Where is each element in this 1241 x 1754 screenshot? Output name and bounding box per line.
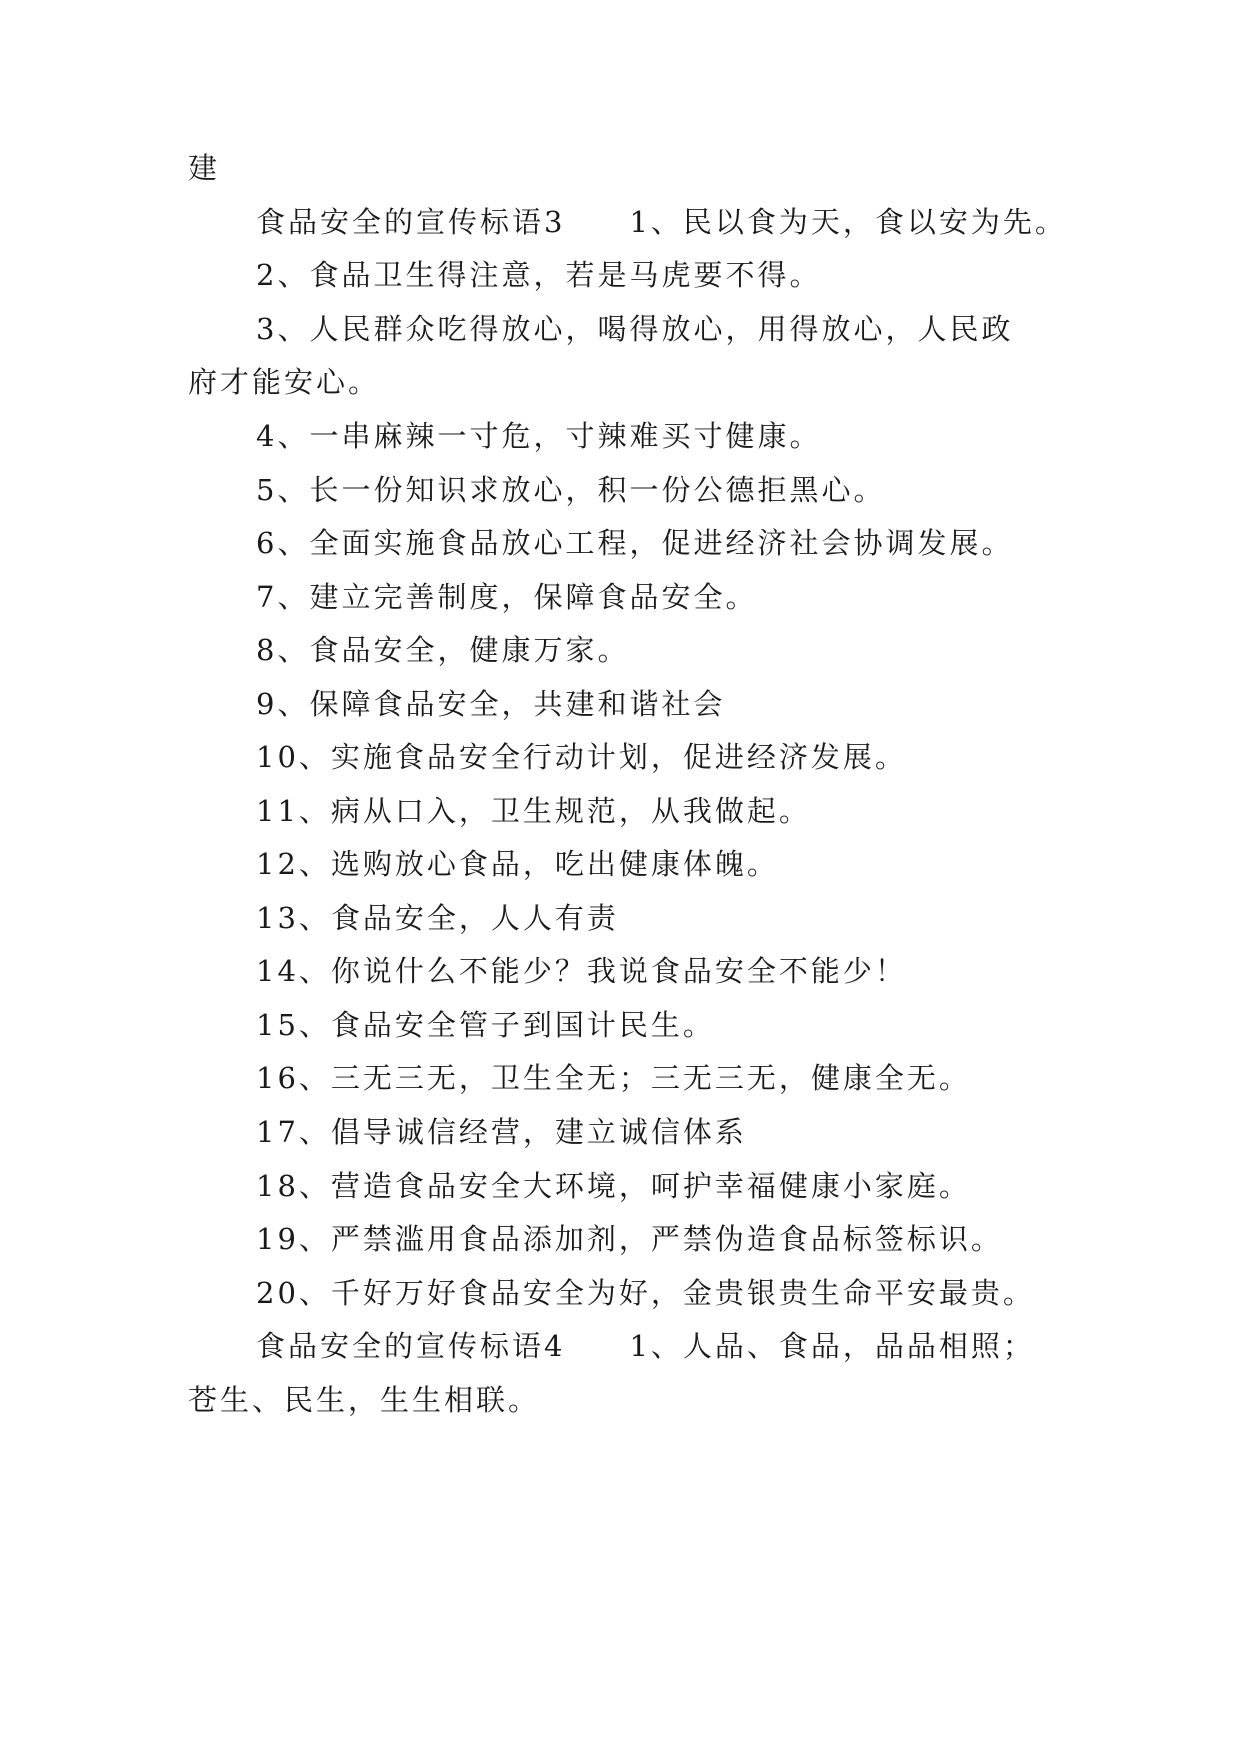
slogan-line: 13、食品安全，人人有责 — [256, 901, 619, 935]
slogan-line: 15、食品安全管子到国计民生。 — [256, 1008, 715, 1042]
slogan-line: 9、保障食品安全，共建和谐社会 — [256, 687, 726, 721]
slogan-continuation-line: 府才能安心。 — [188, 365, 381, 399]
slogan-line: 17、倡导诚信经营，建立诚信体系 — [256, 1115, 747, 1149]
slogan-continuation-line: 苍生、民生，生生相联。 — [188, 1383, 541, 1417]
slogan-line: 3、人民群众吃得放心，喝得放心，用得放心，人民政 — [256, 312, 1014, 346]
slogan-line: 12、选购放心食品，吃出健康体魄。 — [256, 847, 779, 881]
slogan-line: 4、一串麻辣一寸危，寸辣难买寸健康。 — [256, 419, 822, 453]
slogan-line: 10、实施食品安全行动计划，促进经济发展。 — [256, 740, 907, 774]
slogan-line: 20、千好万好食品安全为好，金贵银贵生命平安最贵。 — [256, 1276, 1035, 1310]
slogan-line: 7、建立完善制度，保障食品安全。 — [256, 580, 758, 614]
slogan-line: 2、食品卫生得注意，若是马虎要不得。 — [256, 258, 822, 292]
slogan-line: 14、你说什么不能少？我说食品安全不能少！ — [256, 954, 907, 988]
slogan-line: 11、病从口入，卫生规范，从我做起。 — [256, 794, 811, 828]
slogan-line: 19、严禁滥用食品添加剂，严禁伪造食品标签标识。 — [256, 1222, 1003, 1256]
slogan-line: 8、食品安全，健康万家。 — [256, 633, 630, 667]
slogan-line: 16、三无三无，卫生全无；三无三无，健康全无。 — [256, 1061, 971, 1095]
section-heading-line: 食品安全的宣传标语3 1、民以食为天，食以安为先。 — [256, 205, 1067, 239]
text-line: 建 — [188, 151, 221, 185]
slogan-line: 5、长一份知识求放心，积一份公德拒黑心。 — [256, 473, 886, 507]
section-heading-line: 食品安全的宣传标语4 1、人品、食品，品品相照； — [256, 1329, 1035, 1363]
slogan-line: 6、全面实施食品放心工程，促进经济社会协调发展。 — [256, 526, 1014, 560]
slogan-line: 18、营造食品安全大环境，呵护幸福健康小家庭。 — [256, 1169, 971, 1203]
